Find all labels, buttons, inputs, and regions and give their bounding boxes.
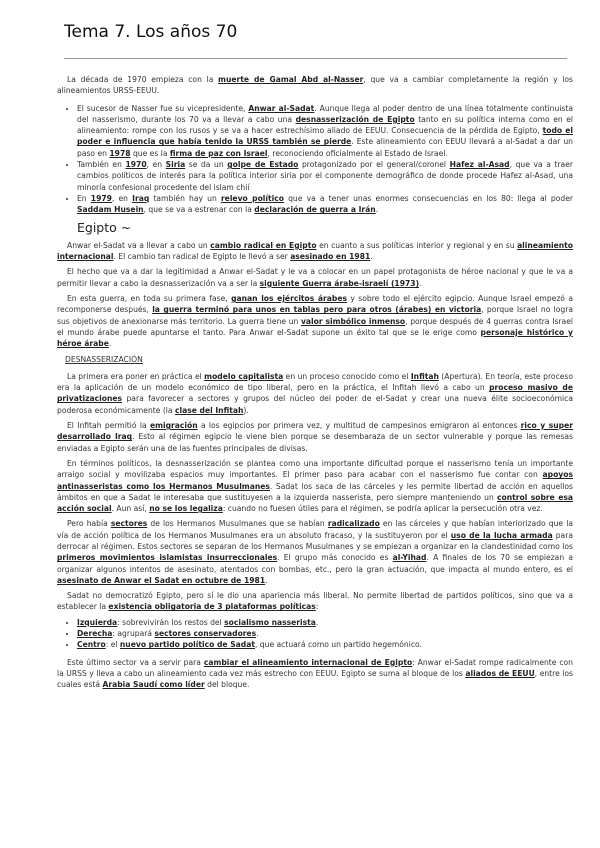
title-divider [64,58,567,59]
list-item: • Derecha: agrupará sectores conservadores. [77,628,573,639]
paragraph: Anwar el-Sadat va a llevar a cabo un cambio radical en Egipto en cuanto a sus políticas interior y regional y en su alineamiento internacional. El cambio tan radical de Egipto le llevó a ser asesinado en 1981. [57,240,573,262]
intro-paragraph: La década de 1970 empieza con la muerte de Gamal Abd al-Nasser, que va a cambiar completamente la región y los alineamientos URSS-EEUU. [57,75,573,96]
list-item: • Izquierda: sobrevivirán los restos del socialismo nasserista. [77,617,573,628]
list-item: • También en 1970, en Siria se da un golpe de Estado protagonizado por el general/coronel Hafez al-Asad, que va a traer cambios políticos de interés para la política interior siria por el componente demográfico de donde procede Hafez al-Asad, una minoría confesional procedente del islam chií [77,159,573,193]
list-item: • El sucesor de Nasser fue su vicepresidente, Anwar al-Sadat. Aunque llega al poder dentro de una línea totalmente continuista del nasserismo, durante los 70 va a llevar a cabo una desnasserización de Egipto tanto en su política interna como en el alineamiento: rompe con los rusos y se va a hacer estrechísimo aliado de EEUU. Consecuencia de la pérdida de Egipto, todo el poder e influencia que había tenido la URSS también se pierde. Este alineamiento con EEUU llevará a al-Sadat a dar un paso en 1978 que es la firma de paz con Israel, reconociendo oficialmente al Estado de Israel. [77,103,573,159]
political-platforms-list [57,617,573,651]
list-item: • Centro: el nuevo partido político de Sadat, que actuará como un partido hegemónico. [77,639,573,650]
page-title: Tema 7. Los años 70 [64,22,238,42]
paragraph: En esta guerra, en toda su primera fase, ganan los ejércitos árabes y sobre todo el ejército egipcio. Aunque Israel empezó a recomponerse después, la guerra terminó para unos en tablas pero para otros (árabes) en victoria, porque Israel no logra sus objetivos de anexionarse más territorio. La guerra tiene un valor simbólico inmenso, porque después de 4 guerras contra Israel el mundo árabe puede apuntarse el tanto. Para Anwar el-Sadat supone un éxito tal que se le erige como personaje histórico y héroe árabe. [57,294,573,349]
paragraph: Este último sector va a servir para cambiar el alineamiento internacional de Egipto: Anwar el-Sadat rompe radicalmente con la URSS y lleva a cabo un alineamiento cada vez más estrecho con EEUU. Egipto se suma al bloque de los aliados de EEUU, entre los cuales está Arabia Saudí como líder del bloque. [57,657,574,690]
paragraph: Sadat no democratizó Egipto, pero sí le dio una apariencia más liberal. No permite libertad de partidos políticos, sino que va a establecer la existencia obligatoria de 3 plataformas políticas: [57,591,573,612]
paragraph: El Infitah permitió la emigración a los egipcios por primera vez, y multitud de campesinos emigraron al entonces rico y super desarrollado Iraq. Esto al régimen egipcio le viene bien porque se desembaraza de un sector vulnerable y porque las remesas enviadas a Egipto serán una de las fuentes principales de divisas. [57,421,574,453]
paragraph: El hecho que va a dar la legitimidad a Anwar el-Sadat y le va a colocar en un papel protagonista de héroe nacional y que le va a permitir llevar a cabo la desnasserización va a ser la siguiente Guerra árabe-israelí (1973). [57,267,573,288]
paragraph: Pero había sectores de los Hermanos Musulmanes que se habían radicalizado en las cárceles y que habían interiorizado que la vía de acción política de los Hermanos Musulmanes era un absoluto fracaso, y la sustituyeron por el uso de la lucha armada para derrocar al régimen. Estos sectores se separan de los Hermanos Musulmanes y se empiezan a organizar en la clandestinidad como los primeros movimientos islamistas insurreccionales. El grupo más conocido es al-Yihad. A finales de los 70 se empiezan a organizar algunos intentos de asesinato, atentados con bombas, etc., pero la gran actuación, que impacta al mundo entero, es el asesinato de Anwar el Sadat en octubre de 1981. [57,519,573,585]
regional-changes-list [57,103,573,216]
paragraph: En términos políticos, la desnasserización se plantea como una importante dificultad porque el nasserismo tenía un importante arraigo social y movilizaba espacios muy importantes. El primer paso para acabar con el nasserismo fue contar con apoyos antinasseristas como los Hermanos Musulmanes. Sadat los saca de las cárceles y les permite libertad de acción en aquellos ámbitos en que a Sadat le interesaba que sustituyesen a la izquierda nasserista, pero siempre manteniendo un control sobre esa acción social. Aun así, no se los legaliza: cuando no fuesen útiles para el régimen, se podría aplicar la persecución otra vez. [57,458,573,514]
paragraph: La primera era poner en práctica el modelo capitalista en un proceso conocido como el Infitah (Apertura). En teoría, este proceso era la aplicación de un modelo económico de tipo liberal, pero en la práctica, el Infitah llevó a cabo un proceso masivo de privatizaciones para favorecer a sectores y grupos del núcleo del poder de el-Sadat y crear una nueva élite socioeconómica poderosa económicamente (la clase del Infitah). [57,371,574,415]
document-body [57,74,573,695]
list-item: • En 1979, en Iraq también hay un relevo político que va a tener unas enormes consecuencias en los 80: llega al poder Saddam Husein, que se va a estrenar con la declaración de guerra a Irán. [77,193,573,216]
section-label-desnasserizacion: DESNASSERIZACIÓN [65,354,143,364]
section-heading-egipto: Egipto ~ [77,219,132,235]
